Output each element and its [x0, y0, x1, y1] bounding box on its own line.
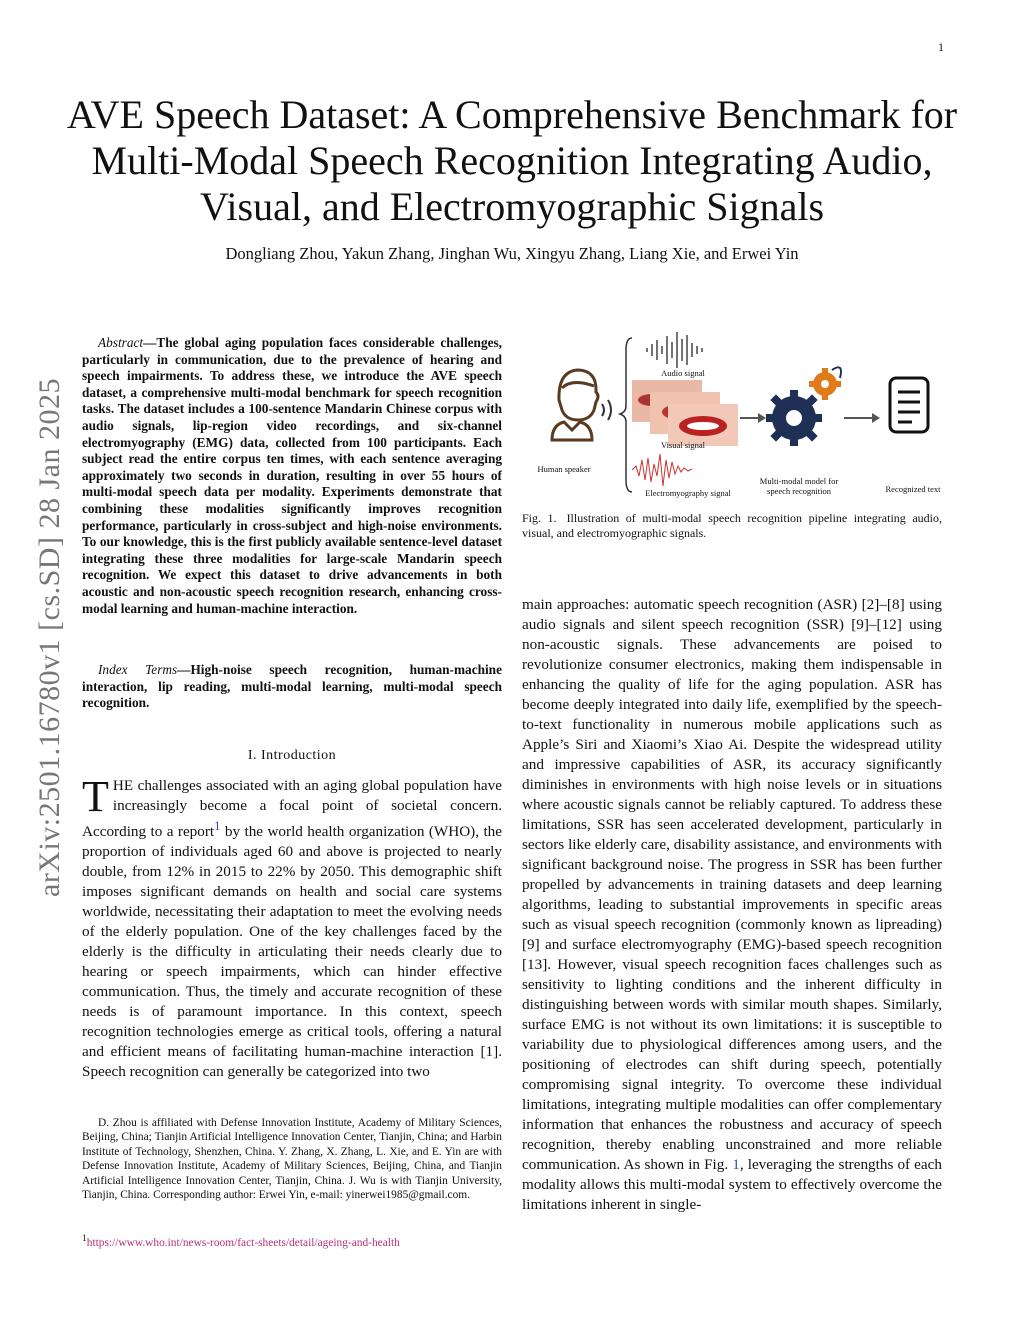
page-number: 1 [938, 40, 944, 54]
right-body-text-b: , leveraging the strengths of each modality allows this multi-modal system to effectively overcome the limitations inherent in single- [522, 1156, 942, 1213]
figure-caption [522, 511, 942, 541]
label-recognized-text: Recognized text [885, 484, 941, 494]
audio-waveform [647, 332, 702, 368]
index-terms-lead: Index Terms [98, 662, 178, 677]
label-visual-signal: Visual signal [660, 440, 706, 450]
drop-cap: T [82, 772, 109, 821]
emg-waveform [632, 454, 692, 486]
label-audio-signal: Audio signal [661, 368, 705, 378]
abstract [82, 335, 502, 617]
brace [620, 338, 632, 492]
intro-paragraph [82, 772, 503, 1082]
intro-text-1: HE challenges associated with an aging global population have increasingly become a focal point of societal concern. According to a report [82, 777, 502, 841]
intro-text-2: by the world health organization (WHO), the proportion of individuals aged 60 and above is projected to nearly double, from 12% in 2015 to 22% by 2050. This demographic shift imposes significant demands on health and social care systems worldwide, necessitating their adaptation to meet the evolving needs of the elderly population. One of the key challenges faced by the elderly is the difficulty in articulating their needs clearly due to hearing or speech impairments, which can hinder effective communication. Thus, the timely and accurate recognition of these needs is of paramount importance. In this context, speech recognition technologies emerge as critical tools, offering a natural and efficient means of facilitating human-machine interaction [1]. Speech recognition can generally be categorized into two [82, 823, 503, 1081]
lip-images [632, 380, 738, 446]
label-model: Multi-modal model for speech recognition [759, 476, 839, 496]
sound-waves-icon [602, 400, 611, 420]
figure-ref-link[interactable]: 1 [732, 1156, 740, 1173]
abstract-text: —The global aging population faces considerable challenges, particularly in communication, due to the prevalence of hearing and speech impairments. To address these, we introduce the AVE speech dataset, a comprehensive multi-modal benchmark for speech recognition tasks. The dataset includes a 100-sentence Mandarin Chinese corpus with audio signals, lip-region video recordings, and six-channel electromyography (EMG) data, collected from 100 participants. Each subject read the entire corpus ten times, with each sentence averaging approximately two seconds in duration, resulting in over 55 hours of multi-modal speech data per modality. Experiments demonstrate that combining these modalities significantly improves recognition performance, particularly in cross-subject and high-noise environments. To our knowledge, this is the first publicly available sentence-level dataset integrating these three modalities for large-scale Mandarin speech recognition. We expect this dataset to drive advancements in both acoustic and non-acoustic speech recognition research, enhancing cross-modal learning and human-machine interaction. [82, 335, 502, 616]
label-human-speaker: Human speaker [537, 464, 591, 474]
url-footnote-mark: 1 [82, 1234, 87, 1244]
label-emg-signal: Electromyography signal [645, 488, 731, 498]
abstract-lead: Abstract [98, 335, 144, 350]
speaker-icon [552, 370, 598, 440]
footnote-mark-link[interactable]: 1 [214, 819, 221, 833]
author-list: Dongliang Zhou, Yakun Zhang, Jinghan Wu, Xingyu Zhang, Liang Xie, and Erwei Yin [225, 244, 799, 263]
arxiv-stamp: arXiv:2501.16780v1 [cs.SD] 28 Jan 2025 [33, 378, 66, 897]
paper-title: AVE Speech Dataset: A Comprehensive Benchmark for Multi-Modal Speech Recognition Integrating Audio, Visual, and Electromyographic Signals [66, 92, 958, 229]
index-terms-text: —High-noise speech recognition, human-machine interaction, lip reading, multi-modal learning, multi-modal speech recognition. [82, 662, 502, 711]
pipeline-diagram [522, 330, 952, 505]
index-terms [82, 662, 502, 712]
who-url-link[interactable]: https://www.who.int/news-room/fact-sheets/detail/ageing-and-health [86, 1236, 400, 1249]
url-footnote [82, 1234, 502, 1249]
gears-icon [766, 367, 841, 446]
section-heading: I. Introduction [247, 748, 337, 763]
figure-caption-text: Illustration of multi-modal speech recognition pipeline integrating audio, visual, and electromyographic signals. [522, 511, 942, 540]
right-column-body [522, 595, 942, 1215]
figure-1 [522, 330, 952, 505]
document-icon [890, 378, 928, 432]
affiliation-footnote: D. Zhou is affiliated with Defense Innovation Institute, Academy of Military Sciences, Beijing, China; Tianjin Artificial Intelligence Innovation Center, Tianjin, China; and Harbin Institute of Technology, Shenzhen, China. Y. Zhang, X. Zhang, L. Xie, and E. Yin are with Defense Innovation Institute, Academy of Military Sciences, Beijing, China, and Tianjin Artificial Intelligence Innovation Center, Tianjin, China. J. Wu is with Tianjin University, Tianjin, China. Corresponding author: Erwei Yin, e-mail: yinerwei1985@gmail.com. [82, 1117, 502, 1202]
right-body-text-a: main approaches: automatic speech recognition (ASR) [2]–[8] using audio signals and silent speech recognition (SSR) [9]–[12] using non-acoustic signals. These advancements are poised to revolutionize consumer electronics, making them indispensable in enhancing the quality of life for the aging population. ASR has become deeply integrated into daily life, exemplified by the speech-to-text functionality in numerous mobile applications such as Apple’s Siri and Xiaomi’s Xiao Ai. Despite the widespread utility and impressive capabilities of ASR, its accuracy significantly diminishes in environments with high noise levels or in situations where acoustic signals cannot be reliably captured. To address these limitations, SSR has seen accelerated development, particularly in sectors like elderly care, disability assistance, and environments with significant background noise. The progress in SSR has been further propelled by advancements in training datasets and deep learning algorithms, leading to substantial improvements in specific areas such as visual speech recognition (commonly known as lipreading) [9] and surface electromyography (EMG)-based speech recognition [13]. However, visual speech recognition faces challenges such as sensitivity to lighting conditions and the inherent difficulty in distinguishing between words with similar mouth shapes. Similarly, surface EMG is not without its own limitations: it is susceptible to variability due to physiological differences among users, and the positioning of electrodes can shift during speech, potentially compromising signal integrity. To overcome these individual limitations, integrating multiple modalities can offer complementary information that enhances the robustness and accuracy of speech recognition, thereby enabling unconstrained and more reliable communication. As shown in Fig. [522, 596, 942, 1173]
figure-caption-label: Fig. 1. [522, 511, 557, 525]
